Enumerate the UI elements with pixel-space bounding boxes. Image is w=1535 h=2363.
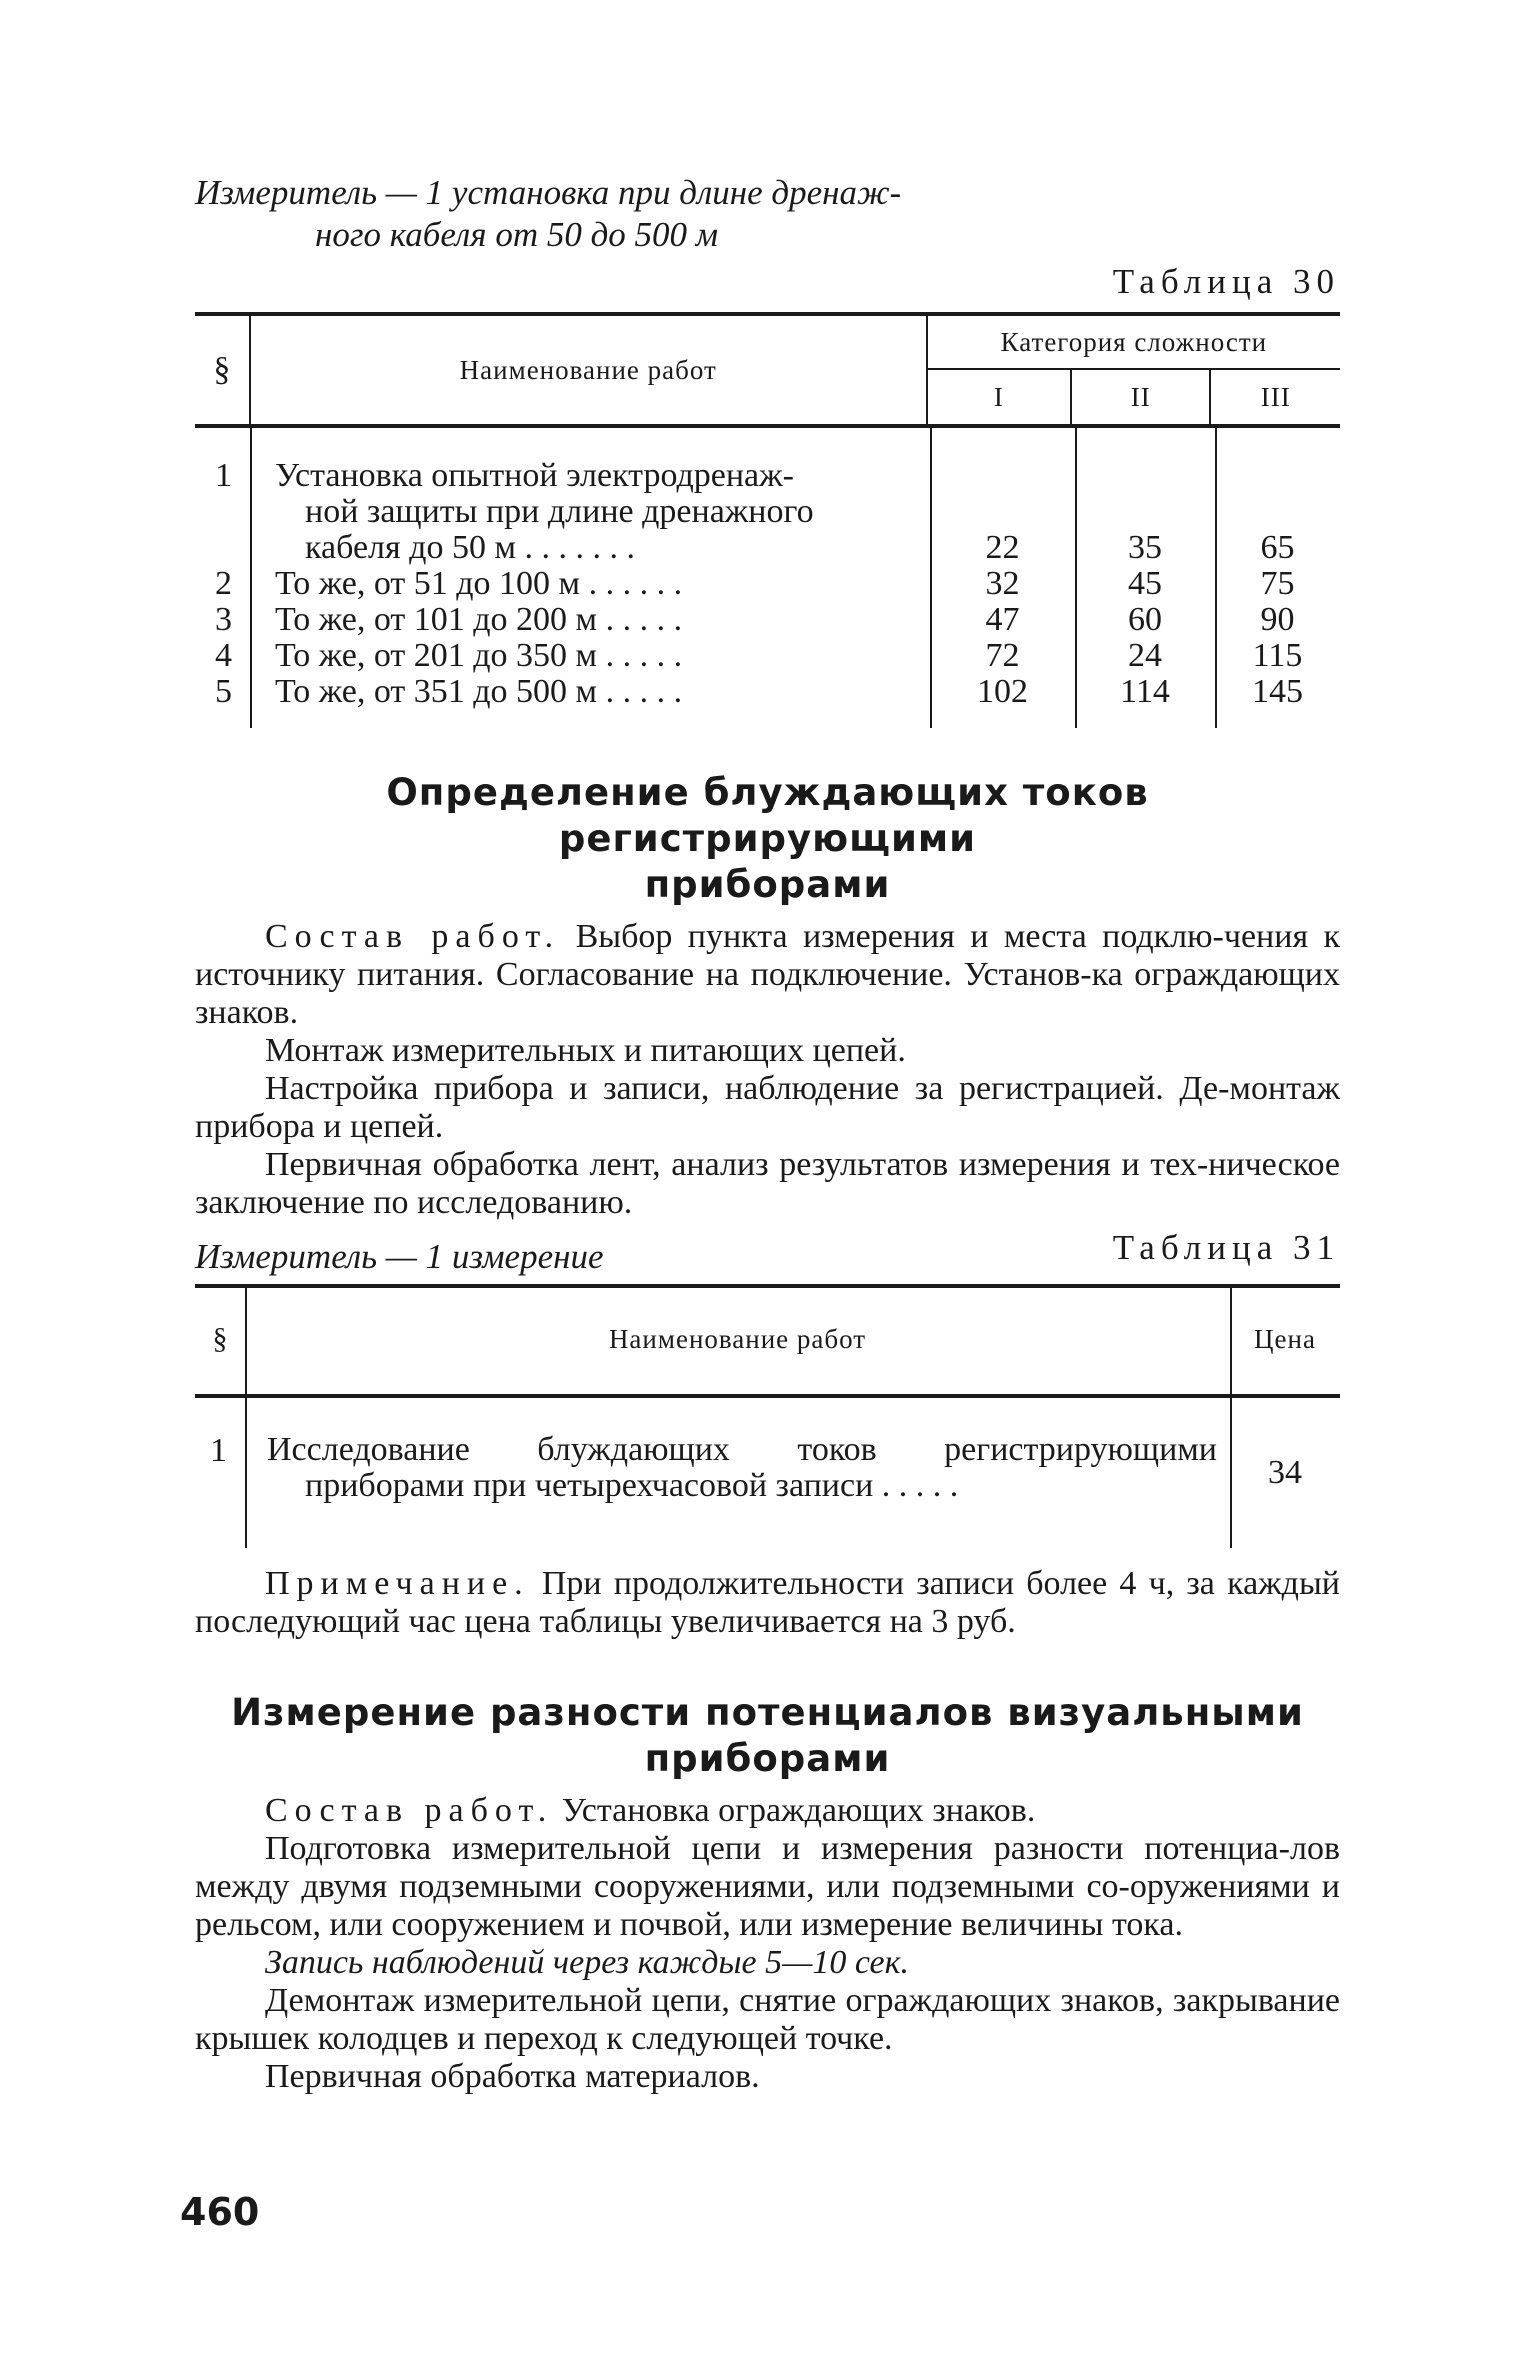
cell-value: 22	[985, 529, 1020, 566]
table-30	[195, 312, 1340, 428]
section-1-paragraph-4: Первичная обработка лент, анализ результатов измерения и тех-ническое заключение по исследованию.	[195, 1146, 1340, 1221]
section-1-title-line-2: приборами	[644, 863, 891, 906]
measurer-caption-1	[195, 172, 995, 256]
cell-value: 24	[1128, 637, 1162, 674]
section-2-title-line-2: приборами	[644, 1737, 891, 1780]
cell-value: 65	[1260, 529, 1295, 566]
row-name-line: Исследование блуждающих токов регистрирующими	[267, 1431, 1217, 1468]
section-2-title	[195, 1690, 1340, 1782]
row-name: То же, от 51 до 100 м . . . . . .	[275, 565, 683, 602]
note-paragraph	[195, 1565, 1340, 1641]
note-label: Примечание.	[265, 1565, 530, 1602]
table-31-row-name	[267, 1432, 1217, 1504]
section-1-paragraph-2: Монтаж измерительных и питающих цепей.	[265, 1032, 906, 1069]
row-par: 2	[215, 565, 232, 602]
table-30-head-name: Наименование работ	[250, 314, 927, 426]
measurer-line-1: Измеритель — 1 установка при длине дренаж-	[195, 173, 902, 212]
row-name: То же, от 351 до 500 м . . . . .	[275, 673, 683, 710]
cell-value: 45	[1128, 565, 1162, 602]
cell-value: 60	[1128, 601, 1162, 638]
row-name: То же, от 101 до 200 м . . . . .	[275, 601, 683, 638]
section-1-title-line-1: Определение блуждающих токов регистрирующими	[386, 771, 1149, 860]
paragraph-text: Установка ограждающих знаков.	[553, 1792, 1036, 1829]
cell-value: 32	[985, 565, 1020, 602]
page-number: 460	[180, 2190, 260, 2234]
row-name-line: Установка опытной электродренаж-	[275, 457, 794, 494]
section-2-title-line-1: Измерение разности потенциалов визуальными	[231, 1691, 1304, 1734]
row-name-line: кабеля до 50 м . . . . . . .	[305, 529, 635, 566]
table-31-row-price: 34	[1268, 1454, 1302, 1491]
cell-value: 145	[1252, 673, 1303, 710]
section-2-paragraph-4: Демонтаж измерительной цепи, снятие ограждающих знаков, закрывание крышек колодцев и переход к следующей точке.	[195, 1982, 1340, 2057]
table-30-body	[195, 428, 1340, 728]
section-2-paragraph-5: Первичная обработка материалов.	[265, 2058, 760, 2095]
note-text: При продолжительности записи более 4 ч, за каждый последующий час цена таблицы увеличивается на 3 руб.	[195, 1565, 1340, 1640]
cell-value: 114	[1120, 673, 1170, 710]
cell-value: 72	[985, 637, 1020, 674]
table-31-head-par: §	[212, 1322, 228, 1355]
measurer-caption-2: Измеритель — 1 измерение	[195, 1237, 604, 1276]
section-1-paragraph-1	[195, 918, 1340, 1032]
section-2-paragraph-2: Подготовка измерительной цепи и измерения разности потенциа-лов между двумя подземными сооружениями, или подземными со-оружениями и рельсом, или сооружением и почвой, или измерение величины тока.	[195, 1830, 1340, 1943]
lead-label: Состав работ.	[265, 918, 561, 955]
section-stray-currents	[195, 770, 1340, 1278]
cell-value: 90	[1260, 601, 1295, 638]
row-name	[275, 458, 915, 566]
table-31-caption: Таблица 31	[1112, 1228, 1340, 1267]
table-30-col-1: I	[927, 369, 1071, 426]
section-2-paragraph-3: Запись наблюдений через каждые 5—10 сек.	[265, 1944, 909, 1981]
row-name: То же, от 201 до 350 м . . . . .	[275, 637, 683, 674]
section-potential-difference	[195, 1690, 1340, 2096]
row-par: 4	[215, 637, 232, 674]
row-name-line: ной защиты при длине дренажного	[305, 493, 814, 530]
table-30-head-par: §	[195, 314, 250, 426]
row-par: 1	[215, 457, 232, 494]
table-30-col-3: III	[1260, 381, 1291, 412]
table-30-head-category: Категория сложности	[927, 314, 1340, 369]
section-1-title	[195, 770, 1340, 908]
table-31-head-name: Наименование работ	[608, 1324, 867, 1354]
cell-value: 75	[1260, 565, 1295, 602]
row-par: 5	[215, 673, 232, 710]
cell-value: 115	[1252, 637, 1303, 674]
table-30-col-2: II	[1071, 369, 1210, 426]
lead-label: Состав работ.	[265, 1792, 554, 1829]
row-name-line: приборами при четырехчасовой записи . . . . .	[305, 1467, 959, 1504]
table-31-head-price: Цена	[1254, 1324, 1316, 1354]
cell-value: 102	[977, 673, 1028, 710]
table-31-block	[195, 1228, 1340, 1554]
cell-value: 35	[1128, 529, 1162, 566]
section-2-paragraph-1	[195, 1792, 1340, 1830]
table-30-caption: Таблица 30	[1112, 262, 1340, 301]
cell-value: 47	[985, 601, 1020, 638]
row-par: 3	[215, 601, 232, 638]
table-30-block	[195, 262, 1340, 728]
table-31	[195, 1284, 1340, 1554]
table-31-row-par: 1	[210, 1432, 227, 1469]
paragraph-text: Выбор пункта измерения и места подклю-чения к источнику питания. Согласование на подключение. Установ-ка ограждающих знаков.	[195, 918, 1340, 1031]
measurer-line-2: ного кабеля от 50 до 500 м	[315, 215, 719, 254]
section-1-paragraph-3: Настройка прибора и записи, наблюдение за регистрацией. Де-монтаж прибора и цепей.	[195, 1070, 1340, 1145]
note	[195, 1565, 1340, 1641]
